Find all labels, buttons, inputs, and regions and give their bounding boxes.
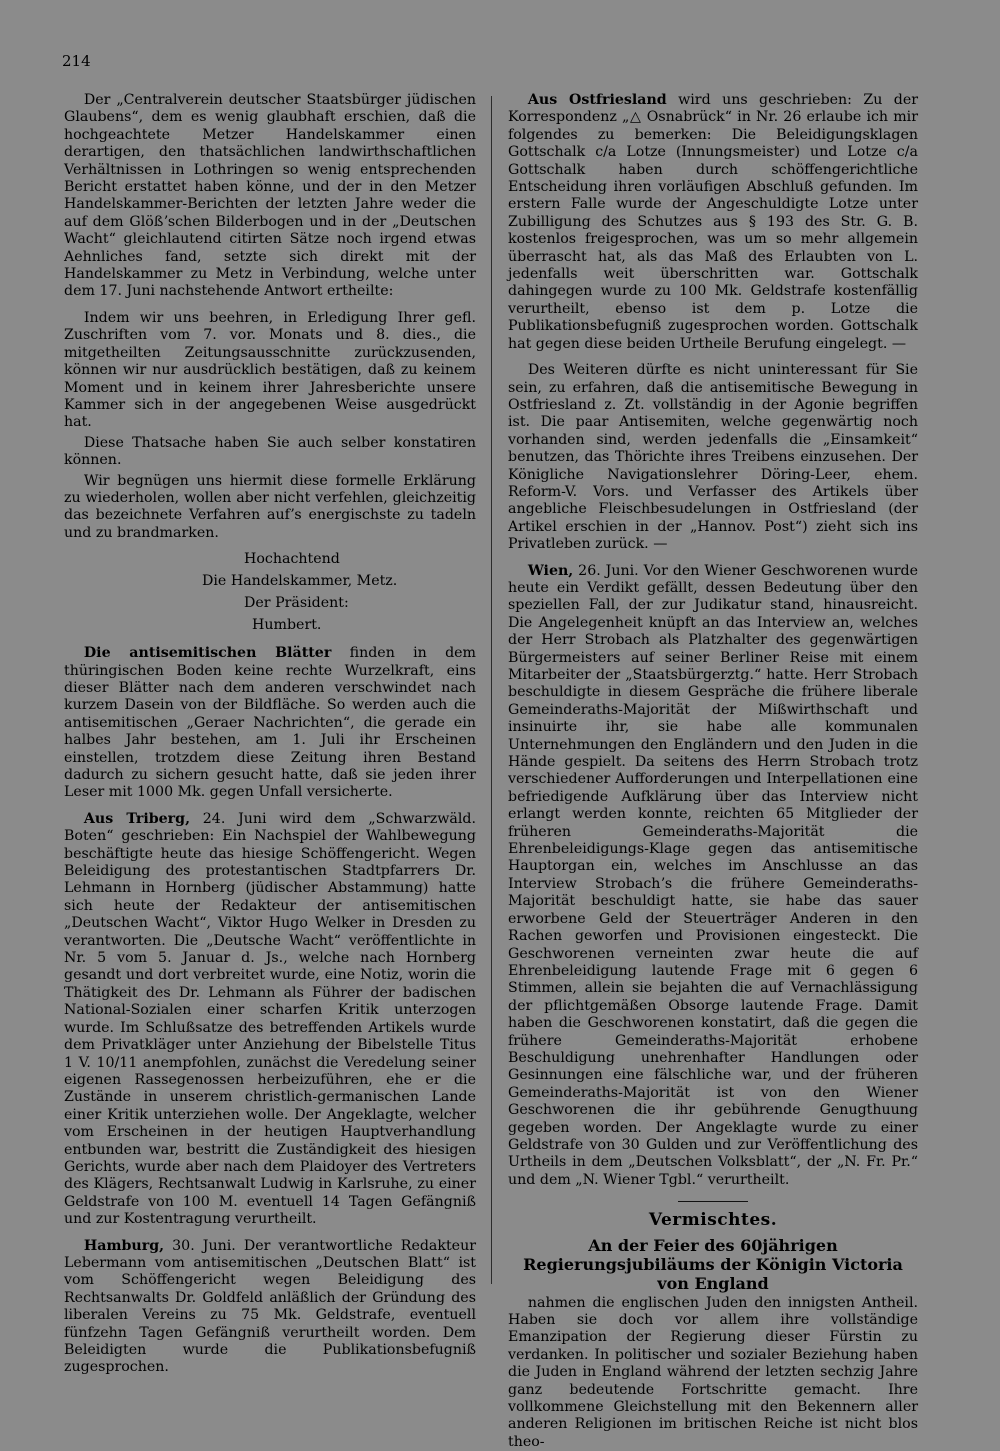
centralverein-intro: Der „Centralverein deutscher Staatsbürger jüdischen Glaubens“, dem es wenig glaubhaft erschien, daß die hochgeachtete Metzer Handelskammer einen derartigen, den thatsächlichen landwirthschaftlichen Verhältnissen in Lothringen so wenig entsprechenden Bericht erstattet haben könne, und der in den Metzer Handelskammer-Berichten der letzten Jahre weder die auf dem Glößʼschen Bilderbogen und in der „Deutschen Wacht“ gleichlautend citirten Sätze noch irgend etwas Aehnliches fand, setzte sich direkt mit der Handelskammer zu Metz in Verbindung, welche unter dem 17. Juni nachstehende Antwort ertheilte: bbox=[64, 92, 476, 300]
signature-name: Humbert. bbox=[252, 617, 322, 634]
left-column bbox=[64, 92, 476, 1377]
page-number: 214 bbox=[62, 52, 91, 70]
article-body: 24. Juni wird dem „Schwarzwäld. Boten“ geschrieben: Ein Nachspiel der Wahlbewegung beschäftigte heute das hiesige Schöffengericht. Wegen Beleidigung des protestantischen Stadtpfarrers Dr. Lehmann in Hornberg (jüdischer Abstammung) hatte sich heute der Redakteur der antisemitischen „Deutschen Wacht“, Viktor Hugo Welker in Dresden zu verantworten. Die „Deutsche Wacht“ veröffentlichte in Nr. 5 vom 5. Januar d. Js., welche nach Hornberg gesandt und dort verbreitet wurde, eine Notiz, worin die Thätigkeit des Dr. Lehmann als Führer der badischen National-Sozialen einer scharfen Kritik unterzogen wurde. Im Schlußsatze des betreffenden Artikels wurde dem Privatkläger unter Anziehung der Bibelstelle Titus 1 V. 10/11 anempfohlen, zunächst die Veredelung seiner eigenen Rassegenossen herbeizuführen, ehe er die Zustände in unserem christlich-germanischen Lande einer Kritik unterziehen wolle. Der Angeklagte, welcher vom Erscheinen in der heutigen Hauptverhandlung entbunden war, bestritt die Zuständigkeit des hiesigen Gerichts, wurde aber nach dem Plaidoyer des Vertreters des Klägers, Rechtsanwalt Ludwig in Karlsruhe, zu einer Geldstrafe von 100 M. eventuell 14 Tagen Gefängniß und zur Kostentragung verurtheilt. bbox=[64, 810, 477, 1228]
article-heading: Aus Ostfriesland bbox=[527, 92, 667, 108]
article-hamburg bbox=[64, 1238, 476, 1377]
letter-paragraph-2: Diese Thatsache haben Sie auch selber konstatiren können. bbox=[64, 434, 476, 469]
article-ostfriesland bbox=[508, 92, 918, 353]
article-ostfriesland-continued: Des Weiteren dürfte es nicht uninteressant für Sie sein, zu erfahren, daß die antisemitische Bewegung in Ostfriesland z. Zt. vollständig in der Agonie begriffen ist. Die paar Antisemiten, welche gegenwärtig noch vorhanden sind, werden jedenfalls die „Einsamkeit“ benutzen, das Thörichte ihres Treibens einzusehen. Der Königliche Navigationslehrer Döring-Leer, ehem. Reform-V. Vors. und Verfasser des Artikels über angebliche Fleischbesudelungen in Ostfriesland (der Artikel erschien in der „Hannov. Post“) zieht sich ins Privatleben zurück. — bbox=[508, 362, 918, 553]
letter-signature bbox=[64, 548, 476, 636]
signature-title: Der Präsident: bbox=[244, 595, 349, 612]
letter-paragraph-1: Indem wir uns beehren, in Erledigung Ihrer gefl. Zuschriften vom 7. vor. Monats und 8. dies., die mitgetheilten Zeitungsausschnitte zurückzusenden, können wir nur ausdrücklich bestätigen, daß zu keinem Moment und in keinem ihrer Jahresberichte unsere Kammer sich in der angegebenen Weise ausgedrückt hat. bbox=[64, 309, 476, 431]
article-antisemitische-blaetter bbox=[64, 645, 476, 802]
article-feier-body: nahmen die englischen Juden den innigsten Antheil. Haben sie doch vor allem ihre vollständige Emanzipation der Regierung dieser Fürstin zu verdanken. In politischer und sozialer Beziehung haben die Juden in England während der letzten sechzig Jahre ganz bedeutende Fortschritte gemacht. Ihre vollkommene Gleichstellung mit den Bekennern aller anderen Religionen im britischen Reiche ist nicht blos theo- bbox=[508, 1294, 918, 1450]
right-column bbox=[508, 92, 918, 1451]
article-body: 30. Juni. Der verantwortliche Redakteur Lebermann vom antisemitischen „Deutschen Blatt“ ist vom Schöffengericht wegen Beleidigung des Rechtsanwalts Dr. Goldfeld anläßlich der Gründung des liberalen Vereins zu 75 Mk. Geldstrafe, eventuell fünfzehn Tagen Gefängniß verurtheilt worden. Dem Beleidigten wurde die Publikationsbefugniß zugesprochen. bbox=[64, 1237, 476, 1376]
article-heading: Aus Triberg, bbox=[83, 810, 191, 827]
letter-paragraph-3: Wir begnügen uns hiermit diese formelle Erklärung zu wiederholen, wollen aber nicht verfehlen, gleichzeitig das bezeichnete Verfahren aufʼs energischste zu tadeln und zu brandmarken. bbox=[64, 472, 476, 541]
article-heading: Wien, bbox=[527, 562, 574, 579]
article-body: 26. Juni. Vor den Wiener Geschworenen wurde heute ein Verdikt gefällt, dessen Bedeutung über den speziellen Fall, der zur Judikatur stand, hinausreicht. Die Angelegenheit knüpft an das Interview an, welches der Herr Strobach als Platzhalter des gegenwärtigen Bürgermeisters auf seiner Berliner Reise mit einem Mitarbeiter der „Staatsbürgerztg.“ hatte. Herr Strobach beschuldigte in diesem Gespräche die frühere liberale Gemeinderaths-Majorität der Mißwirthschaft und insinuirte ihr, sie habe alle kommunalen Unternehmungen den Engländern und den Juden in die Hände gespielt. Da seitens des Herrn Strobach trotz verschiedener Aufforderungen und Interpellationen eine befriedigende Aufklärung über das Interview nicht erlangt werden konnte, reichten 65 Mitglieder der früheren Gemeinderaths-Majorität die Ehrenbeleidigungs-Klage gegen das antisemitische Hauptorgan ein, welches im Anschlusse an das Interview Strobachʼs die frühere Gemeinderaths-Majorität beschuldigt hatte, sie habe das sauer erworbene Geld der Steuerträger Anderen in den Rachen geworfen und Provisionen eingesteckt. Die Geschworenen verneinten zwar heute die auf Ehrenbeleidigung lautende Frage mit 6 gegen 6 Stimmen, allein sie bejahten die auf Vernachlässigung der pflichtgemäßen Obsorge lautende Frage. Damit haben die Geschworenen konstatirt, daß die gegen die frühere Gemeinderaths-Majorität erhobene Beschuldigung unehrenhafter Handlungen oder Gesinnungen eine fälschliche war, und der früheren Gemeinderaths-Majorität ist von den Wiener Geschworenen die ihr gebührende Genugthuung gegeben worden. Der Angeklagte wurde zu einer Geldstrafe von 30 Gulden und zur Veröffentlichung des Urtheils in dem „Deutschen Volksblatt“, der „N. Fr. Pr.“ und dem „N. Wiener Tgbl.“ verurtheilt. bbox=[508, 562, 918, 1188]
article-body: finden in dem thüringischen Boden keine rechte Wurzelkraft, eins dieser Blätter nach dem anderen verschwindet nach kurzem Dasein von der Bildfläche. So werden auch die antisemitischen „Geraer Nachrichten“, die gerade ein halbes Jahr bestehen, am 1. Juli ihr Erscheinen einstellen, trotzdem diese Zeitung ihren Bestand dadurch zu sichern gesucht hatte, daß sie jeden ihrer Leser mit 1000 Mk. gegen Unfall versicherte. bbox=[64, 645, 477, 801]
article-headline: An der Feier des 60jährigen Regierungsjubiläums der Königin Victoria von England bbox=[523, 1235, 903, 1293]
article-heading: Die antisemitischen Blätter bbox=[83, 645, 332, 662]
section-title: Vermischtes. bbox=[648, 1210, 778, 1231]
signature-closing: Hochachtend bbox=[244, 551, 340, 568]
column-divider bbox=[491, 96, 492, 1284]
article-body: wird uns geschrieben: Zu der Korrespondenz „△ Osnabrück“ in Nr. 26 erlaube ich mir folgendes zu bemerken: Die Beleidigungsklagen Gottschalk c/a Lotze (Innungsmeister) und Lotze c/a Gottschalk haben durch schöffengerichtliche Entscheidung ihren vorläufigen Abschluß gefunden. Im erstern Falle wurde der Angeschuldigte Lotze unter Zubilligung des Schutzes aus § 193 des Str. G. B. kostenlos freigesprochen, was um so mehr allgemein überrascht hat, als das Maß des Erlaubten von L. jedenfalls weit überschritten war. Gottschalk dahingegen wurde zu 100 Mk. Geldstrafe kostenfällig verurtheilt, ebenso ist dem p. Lotze die Publikationsbefugniß zugesprochen worden. Gottschalk hat gegen diese beiden Urtheile Berufung eingelegt. — bbox=[508, 92, 919, 352]
section-separator bbox=[678, 1201, 748, 1202]
signature-sender: Die Handelskammer, Metz. bbox=[202, 573, 398, 590]
article-triberg bbox=[64, 811, 476, 1229]
article-heading: Hamburg, bbox=[83, 1237, 165, 1254]
article-wien bbox=[508, 563, 918, 1190]
